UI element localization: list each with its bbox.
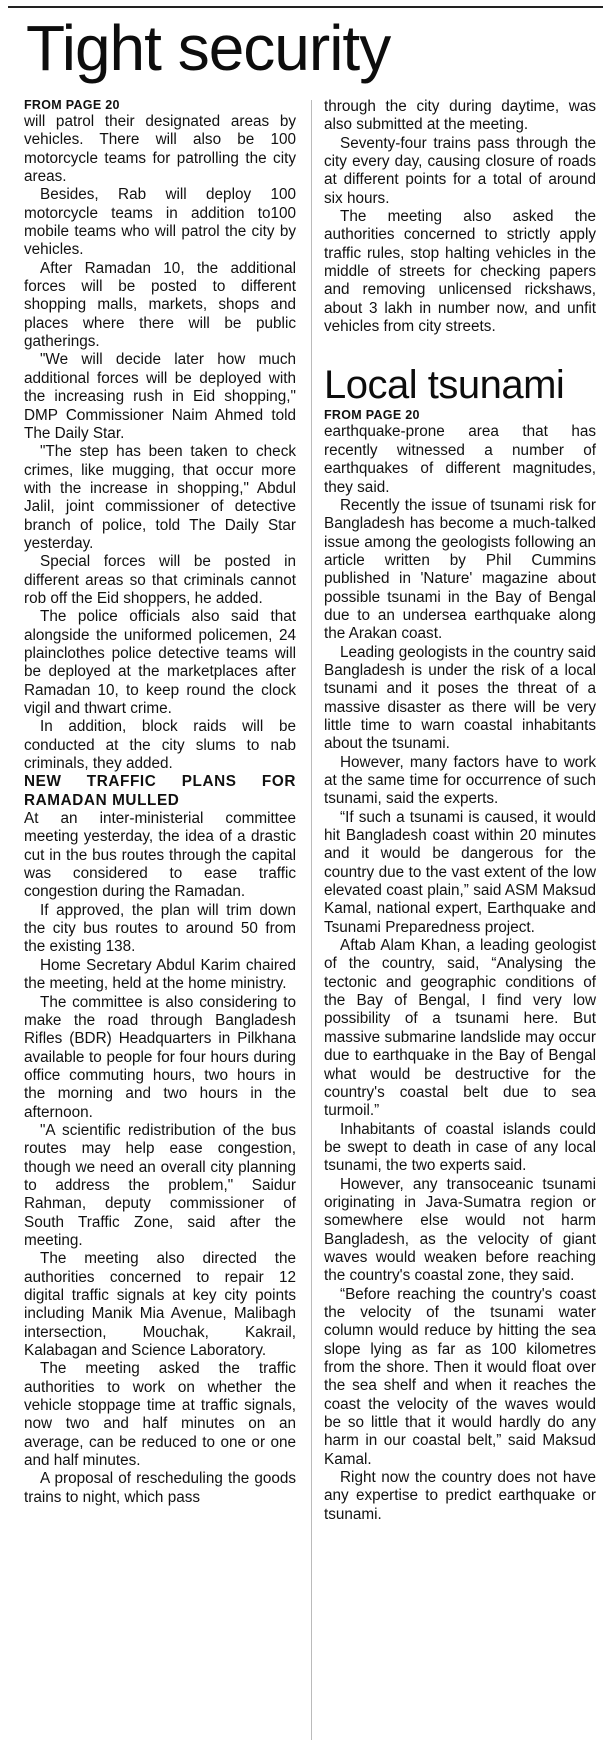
paragraph: At an inter-ministerial committee meeting yesterday, the idea of a drastic cut in the bus routes through the capital was considered to ease traffic congestion during the Ramadan.	[24, 810, 296, 901]
paragraph: However, any transoceanic tsunami originating in Java-Sumatra region or somewhere else would not harm Bangladesh, as the velocity of giant waves would weaken before reaching the country's coastal zone, they said.	[324, 1175, 596, 1285]
top-rule	[8, 6, 603, 8]
paragraph: Recently the issue of tsunami risk for Bangladesh has become a much-talked issue among the geologists following an article written by Phil Cummins published in 'Nature' magazine about possible tsunami in the Bay of Bengal due to an undersea earthquake along the Arakan coast.	[324, 496, 596, 643]
paragraph: If approved, the plan will trim down the city bus routes to around 50 from the existing 138.	[24, 901, 296, 956]
paragraph: "The step has been taken to check crimes, like mugging, that occur more with the increase in shopping," Abdul Jalil, joint commissioner of detective branch of police, told The Daily Star yesterday.	[24, 443, 296, 552]
paragraph: The meeting asked the traffic authorities to work on whether the vehicle stoppage time at traffic signals, now two and half minutes on an average, can be reduced to one or one and half minutes.	[24, 1360, 296, 1470]
paragraph: However, many factors have to work at the same time for occurrence of such tsunami, said the experts.	[324, 753, 596, 808]
paragraph: The meeting also directed the authorities concerned to repair 12 digital traffic signals at key city points including Manik Mia Avenue, Malibagh intersection, Mouchak, Kakrail, Kalabagan and Science Laboratory.	[24, 1250, 296, 1360]
paragraph: Besides, Rab will deploy 100 motorcycle teams in addition to100 mobile teams who will patrol the city by vehicles.	[24, 186, 296, 259]
paragraph: “If such a tsunami is caused, it would hit Bangladesh coast within 20 minutes and it would be dangerous for the country due to the vast extent of the low elevated coast plain,” said ASM Maksud Kamal, national expert, Earthquake and Tsunami Preparedness project.	[324, 808, 596, 936]
from-page-label: FROM PAGE 20	[24, 98, 120, 112]
paragraph: "A scientific redistribution of the bus routes may help ease congestion, though we need an overall city planning to address the problem," Saidur Rahman, deputy commissioner of South Traffic Zone, said after the meeting.	[24, 1121, 296, 1249]
paragraph: The committee is also considering to make the road through Bangladesh Rifles (BDR) Headquarters in Pilkhana available to people for four hours during office commuting hours, two hours in the morning and two hours in the afternoon.	[24, 993, 296, 1121]
from-page-label: FROM PAGE 20	[324, 408, 420, 423]
paragraph: In addition, block raids will be conducted at the city slums to nab criminals, they added.	[24, 718, 296, 773]
subhead-traffic-plans: NEW TRAFFIC PLANS FOR RAMADAN MULLED	[24, 773, 296, 809]
paragraph: through the city during daytime, was also submitted at the meeting.	[324, 98, 596, 134]
paragraph: Leading geologists in the country said Bangladesh is under the risk of a local tsunami and it poses the threat of a massive disaster as there will be very little time to warn coastal inhabitants about the tsunami.	[324, 643, 596, 753]
paragraph: earthquake-prone area that has recently witnessed a number of earthquakes of different magnitudes, they said.	[324, 423, 596, 496]
paragraph: Right now the country does not have any expertise to predict earthquake or tsunami.	[324, 1469, 596, 1523]
paragraph: "We will decide later how much additional forces will be deployed with the increasing rush in Eid shopping," DMP Commissioner Naim Ahmed told The Daily Star.	[24, 351, 296, 442]
paragraph: Aftab Alam Khan, a leading geologist of the country, said, “Analysing the tectonic and geographic conditions of the Bay of Bengal, I find very low possibility of a tsunami here. But massive submarine landslide may occur due to earthquake in the Bay of Bengal what would be destructive for the country's coastal belt due to sea turmoil.”	[324, 937, 596, 1120]
paragraph: The meeting also asked the authorities concerned to strictly apply traffic rules, stop halting vehicles in the middle of streets for checking papers and removing unlicensed rickshaws, about 3 lakh in number now, and unfit vehicles from city streets.	[324, 208, 596, 336]
paragraph: will patrol their designated areas by vehicles. There will also be 100 motorcycle teams for patrolling the city areas.	[24, 113, 296, 186]
left-column	[24, 98, 296, 1507]
paragraph: Special forces will be posted in different areas so that criminals cannot rob off the Eid shoppers, he added.	[24, 553, 296, 607]
paragraph: A proposal of rescheduling the goods trains to night, which pass	[24, 1470, 296, 1506]
paragraph: The police officials also said that alongside the uniformed policemen, 24 plainclothes police detective teams will be deployed at the marketplaces after Ramadan 10, to keep round the clock vigil and thwart crime.	[24, 608, 296, 717]
headline-local-tsunami: Local tsunami	[324, 363, 565, 408]
paragraph: After Ramadan 10, the additional forces will be posted to different shopping malls, markets, shops and places where there will be public gatherings.	[24, 259, 296, 351]
right-column	[324, 98, 596, 1524]
paragraph: Inhabitants of coastal islands could be swept to death in case of any local tsunami, the two experts said.	[324, 1120, 596, 1175]
headline-tight-security: Tight security	[26, 12, 391, 84]
column-divider	[311, 100, 312, 1740]
paragraph: Seventy-four trains pass through the city every day, causing closure of roads at different points for a total of around six hours.	[324, 134, 596, 207]
paragraph: Home Secretary Abdul Karim chaired the meeting, held at the home ministry.	[24, 956, 296, 993]
paragraph: “Before reaching the country's coast the velocity of the tsunami water column would reduce by hitting the sea slope lying as far as 100 kilometres from the shore. Then it would float over the sea shelf and when it reaches the coast the velocity of the waves would be so little that it would hardly do any harm in our coastal belt,” said Maksud Kamal.	[324, 1285, 596, 1468]
